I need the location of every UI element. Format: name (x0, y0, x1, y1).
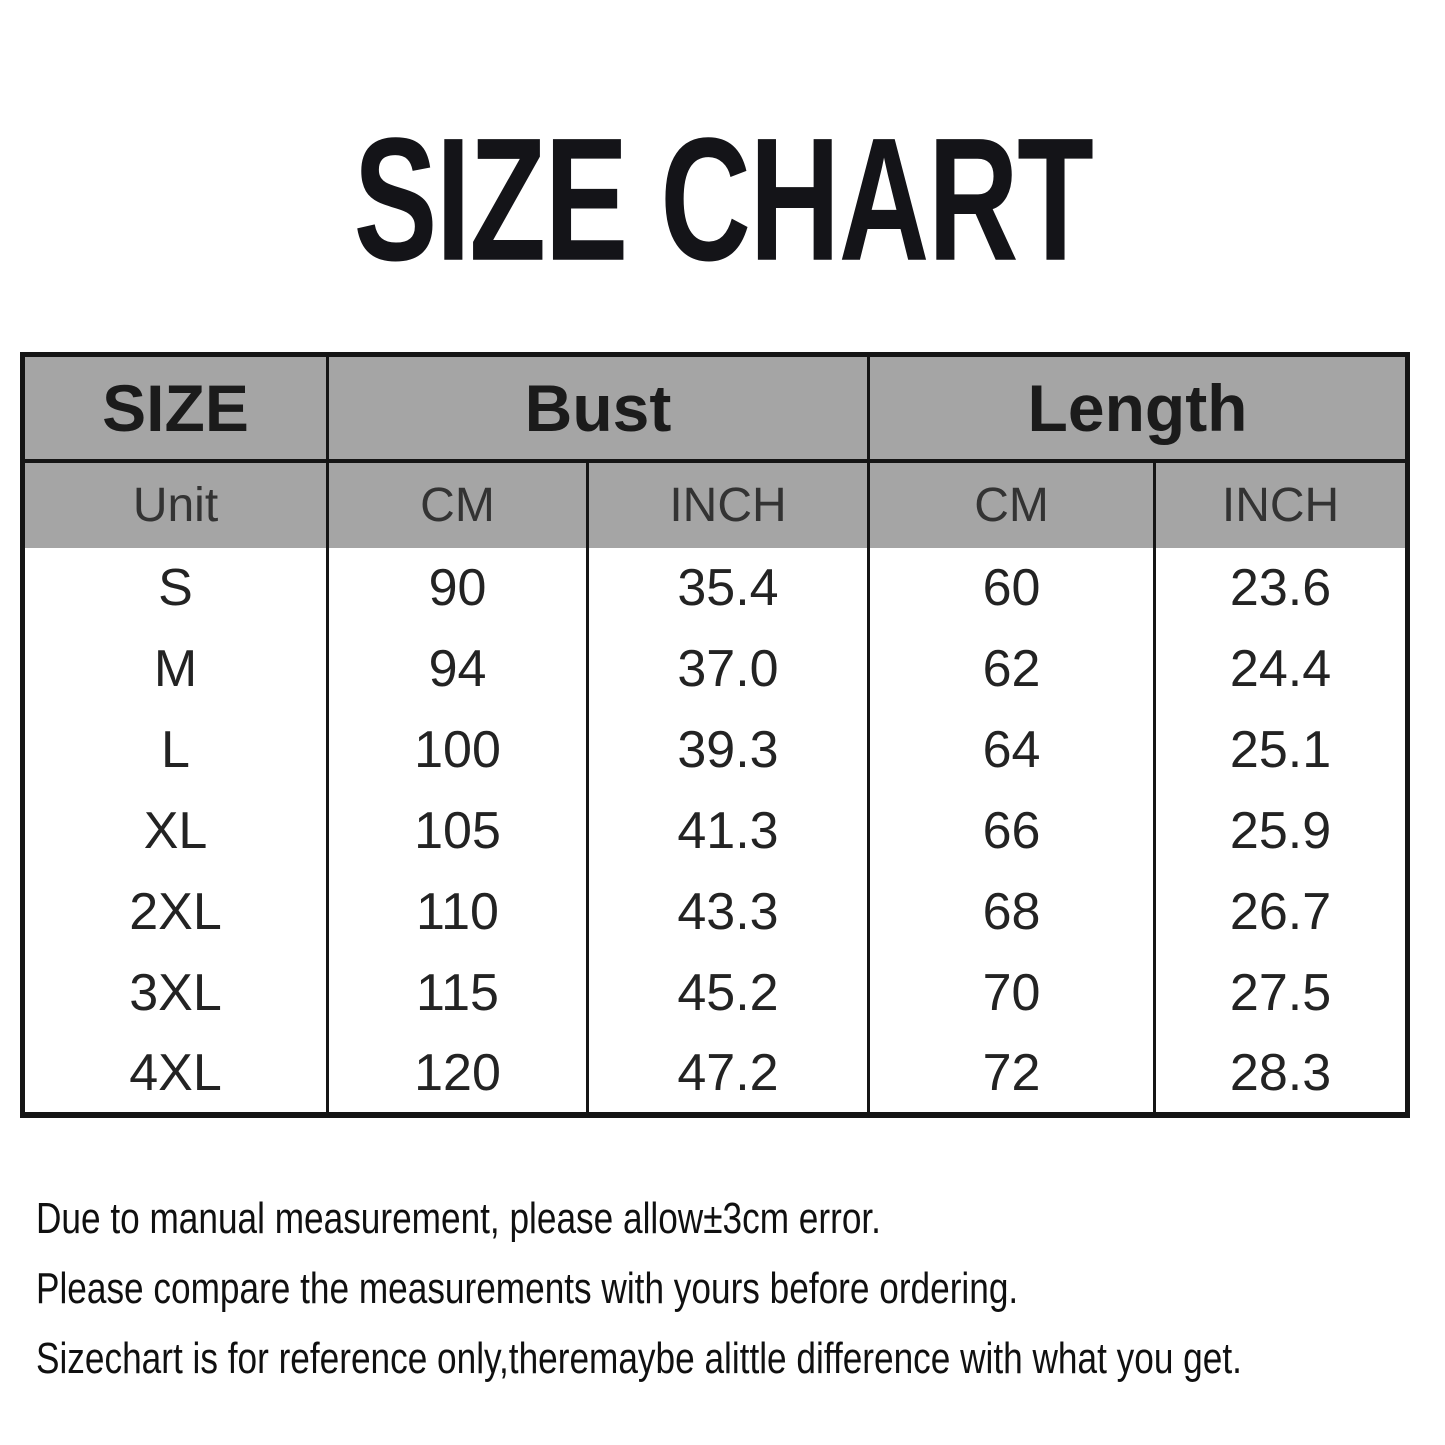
length-group-header: Length (869, 355, 1408, 461)
bust-inch-cell: 35.4 (588, 548, 869, 629)
size-cell: 3XL (23, 953, 328, 1034)
length-cm-cell: 60 (869, 548, 1155, 629)
table-row (23, 1034, 1408, 1115)
length-cm-cell: 70 (869, 953, 1155, 1034)
bust-cm-header: CM (328, 461, 588, 548)
size-cell: M (23, 629, 328, 710)
bust-inch-cell: 39.3 (588, 710, 869, 791)
size-cell: L (23, 710, 328, 791)
bust-cm-cell: 100 (328, 710, 588, 791)
size-cell: S (23, 548, 328, 629)
bust-cm-cell: 115 (328, 953, 588, 1034)
bust-inch-cell: 37.0 (588, 629, 869, 710)
bust-group-header: Bust (328, 355, 869, 461)
note-compare-measurements: Please compare the measurements with yours before ordering. (36, 1264, 1019, 1313)
unit-header-row (23, 461, 1408, 548)
page-title: SIZE CHART (353, 101, 1092, 298)
table-row (23, 953, 1408, 1034)
bust-inch-cell: 47.2 (588, 1034, 869, 1115)
length-cm-cell: 72 (869, 1034, 1155, 1115)
note-reference-only: Sizechart is for reference only,theremaybe alittle difference with what you get. (36, 1334, 1242, 1383)
size-chart-table (20, 352, 1410, 1118)
bust-cm-cell: 105 (328, 791, 588, 872)
table-row (23, 710, 1408, 791)
bust-cm-cell: 120 (328, 1034, 588, 1115)
length-inch-cell: 27.5 (1155, 953, 1408, 1034)
bust-inch-cell: 45.2 (588, 953, 869, 1034)
note-measurement-error: Due to manual measurement, please allow±3cm error. (36, 1194, 881, 1243)
size-cell: 4XL (23, 1034, 328, 1115)
bust-cm-cell: 110 (328, 872, 588, 953)
table-row (23, 548, 1408, 629)
notes-block (36, 1184, 1242, 1394)
length-cm-cell: 64 (869, 710, 1155, 791)
group-header-row (23, 355, 1408, 461)
length-cm-cell: 68 (869, 872, 1155, 953)
table-row (23, 872, 1408, 953)
length-inch-header: INCH (1155, 461, 1408, 548)
length-inch-cell: 23.6 (1155, 548, 1408, 629)
table-row (23, 629, 1408, 710)
table-row (23, 791, 1408, 872)
bust-inch-header: INCH (588, 461, 869, 548)
length-cm-cell: 62 (869, 629, 1155, 710)
bust-cm-cell: 90 (328, 548, 588, 629)
size-column-header: SIZE (23, 355, 328, 461)
size-cell: 2XL (23, 872, 328, 953)
length-cm-cell: 66 (869, 791, 1155, 872)
bust-inch-cell: 41.3 (588, 791, 869, 872)
length-inch-cell: 25.1 (1155, 710, 1408, 791)
bust-inch-cell: 43.3 (588, 872, 869, 953)
length-inch-cell: 28.3 (1155, 1034, 1408, 1115)
size-cell: XL (23, 791, 328, 872)
unit-label: Unit (23, 461, 328, 548)
length-cm-header: CM (869, 461, 1155, 548)
length-inch-cell: 24.4 (1155, 629, 1408, 710)
length-inch-cell: 25.9 (1155, 791, 1408, 872)
length-inch-cell: 26.7 (1155, 872, 1408, 953)
bust-cm-cell: 94 (328, 629, 588, 710)
